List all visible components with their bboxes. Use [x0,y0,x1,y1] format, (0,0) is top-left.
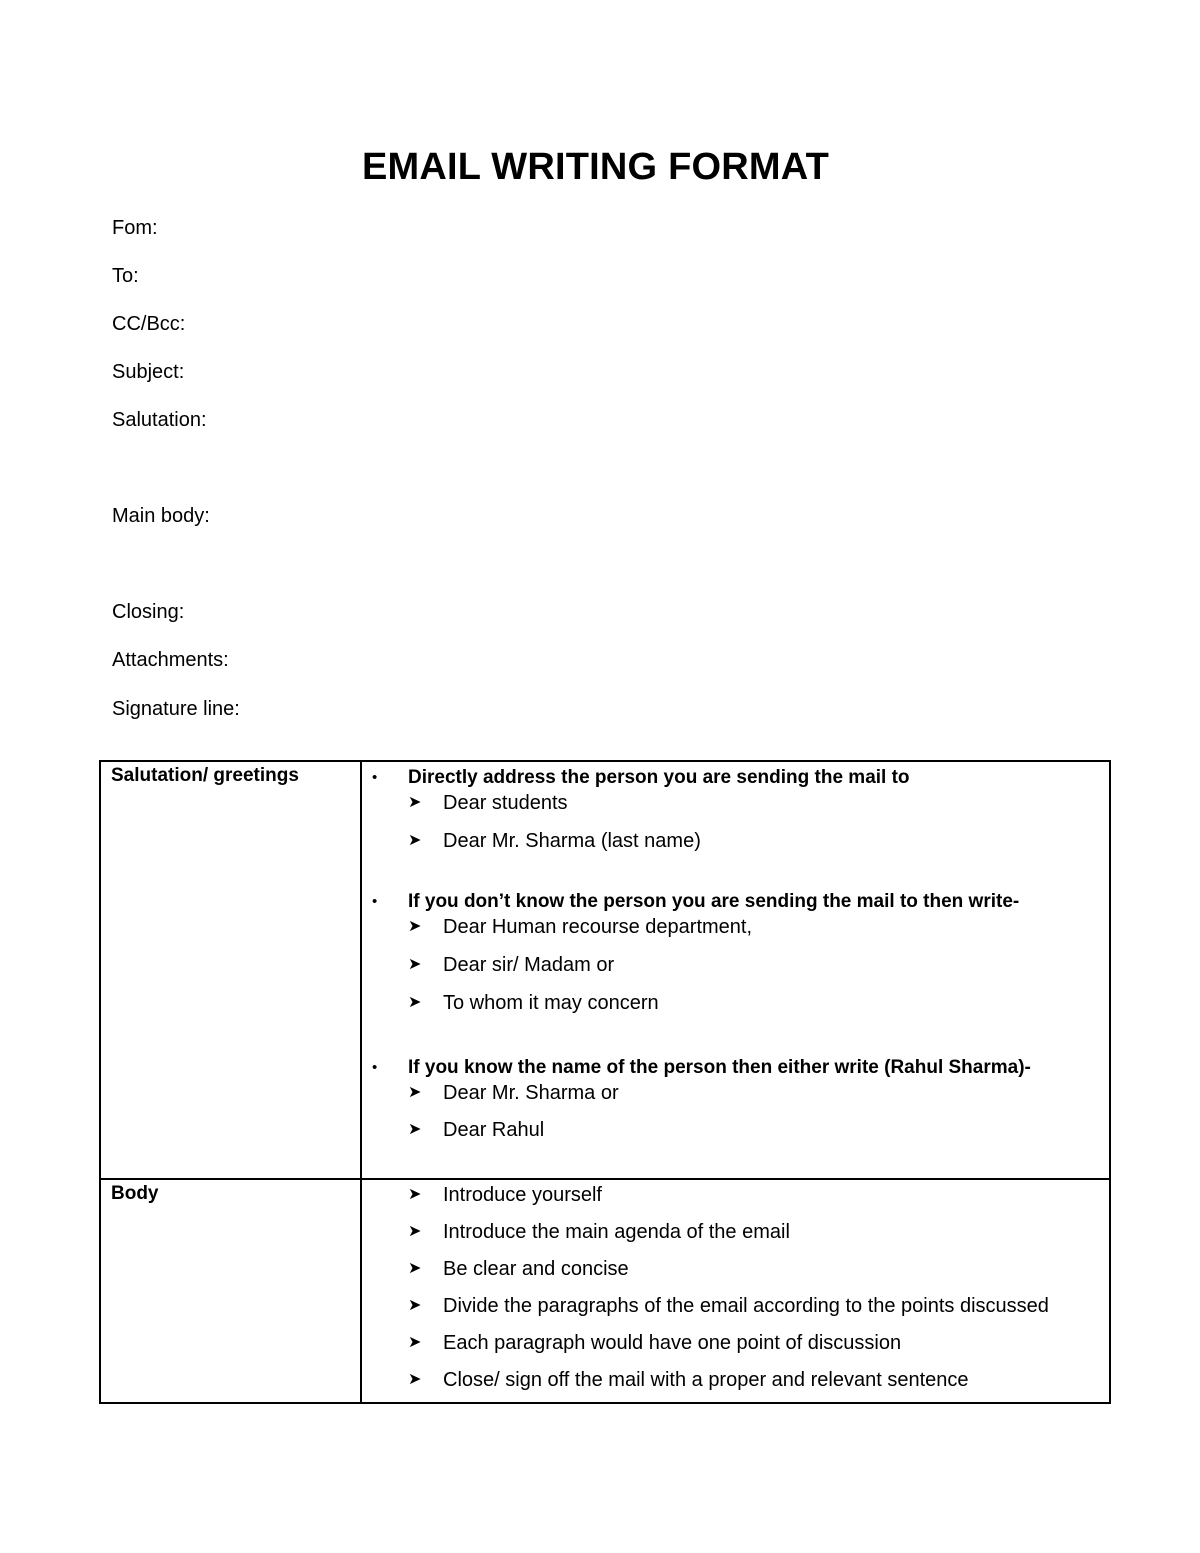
list-item-text: Each paragraph would have one point of discussion [443,1332,902,1354]
table-row-body [100,1179,1110,1403]
list-item-text: Dear Mr. Sharma or [443,1082,619,1104]
list-item-text: Introduce the main agenda of the email [443,1221,790,1243]
list-item-text: Close/ sign off the mail with a proper and relevant sentence [443,1369,969,1391]
arrow-bullet-icon: ➤ [408,1084,422,1101]
arrow-bullet-icon: ➤ [408,994,422,1011]
arrow-bullet-icon: ➤ [408,794,422,811]
arrow-bullet-icon: ➤ [408,956,422,973]
list-item [408,1080,1109,1106]
group-heading: Directly address the person you are sending the mail to [408,767,910,788]
field-to-label: To: [112,265,139,287]
arrow-bullet-icon: ➤ [408,1186,422,1203]
group-heading: If you know the name of the person then either write (Rahul Sharma)- [408,1057,1031,1078]
bullet-icon: • [372,893,378,910]
arrow-bullet-icon: ➤ [408,1297,422,1314]
list-item-text: Dear Mr. Sharma (last name) [443,830,701,852]
salutation-group [362,890,1109,1016]
list-item [408,828,1109,854]
salutation-group [362,1056,1109,1143]
row-label-cell [100,1179,361,1403]
body-row-label: Body [111,1183,159,1204]
format-table [99,760,1111,1404]
body-group [362,1182,1109,1393]
field-main-body-label: Main body: [112,505,210,527]
list-item-text: Divide the paragraphs of the email according to the points discussed [443,1295,1049,1317]
arrow-bullet-icon: ➤ [408,1121,422,1138]
field-attachments-label: Attachments: [112,649,229,671]
salutation-group [362,766,1109,854]
list-item-text: Dear Human recourse department, [443,916,753,938]
list-item [408,1330,1109,1356]
list-item [408,1293,1109,1319]
salutation-row-label: Salutation/ greetings [111,765,299,786]
row-label-cell [100,761,361,1179]
list-item [408,1219,1109,1245]
list-item-text: To whom it may concern [443,992,659,1014]
page-title: EMAIL WRITING FORMAT [362,146,829,188]
field-cc-bcc-label: CC/Bcc: [112,313,186,335]
row-content-cell [361,761,1110,1179]
group-heading: If you don’t know the person you are sending the mail to then write- [408,891,1020,912]
row-content-cell [361,1179,1110,1403]
list-item-text: Dear students [443,792,568,814]
arrow-bullet-icon: ➤ [408,832,422,849]
arrow-bullet-icon: ➤ [408,1260,422,1277]
field-salutation-label: Salutation: [112,409,207,431]
list-item-text: Be clear and concise [443,1258,629,1280]
arrow-bullet-icon: ➤ [408,1371,422,1388]
table-row-salutation [100,761,1110,1179]
bullet-icon: • [372,1059,378,1076]
list-item-text: Introduce yourself [443,1184,602,1206]
list-item [408,1367,1109,1393]
list-item-text: Dear sir/ Madam or [443,954,615,976]
list-item [408,1256,1109,1282]
arrow-bullet-icon: ➤ [408,1334,422,1351]
field-signature-line-label: Signature line: [112,698,240,720]
list-item [408,914,1109,940]
field-closing-label: Closing: [112,601,185,623]
bullet-icon: • [372,769,378,786]
arrow-bullet-icon: ➤ [408,1223,422,1240]
field-subject-label: Subject: [112,361,185,383]
list-item [408,990,1109,1016]
list-item-text: Dear Rahul [443,1119,545,1141]
arrow-bullet-icon: ➤ [408,918,422,935]
list-item [408,1117,1109,1143]
field-from-label: Fom: [112,217,158,239]
list-item [408,1182,1109,1208]
list-item [408,790,1109,816]
list-item [408,952,1109,978]
